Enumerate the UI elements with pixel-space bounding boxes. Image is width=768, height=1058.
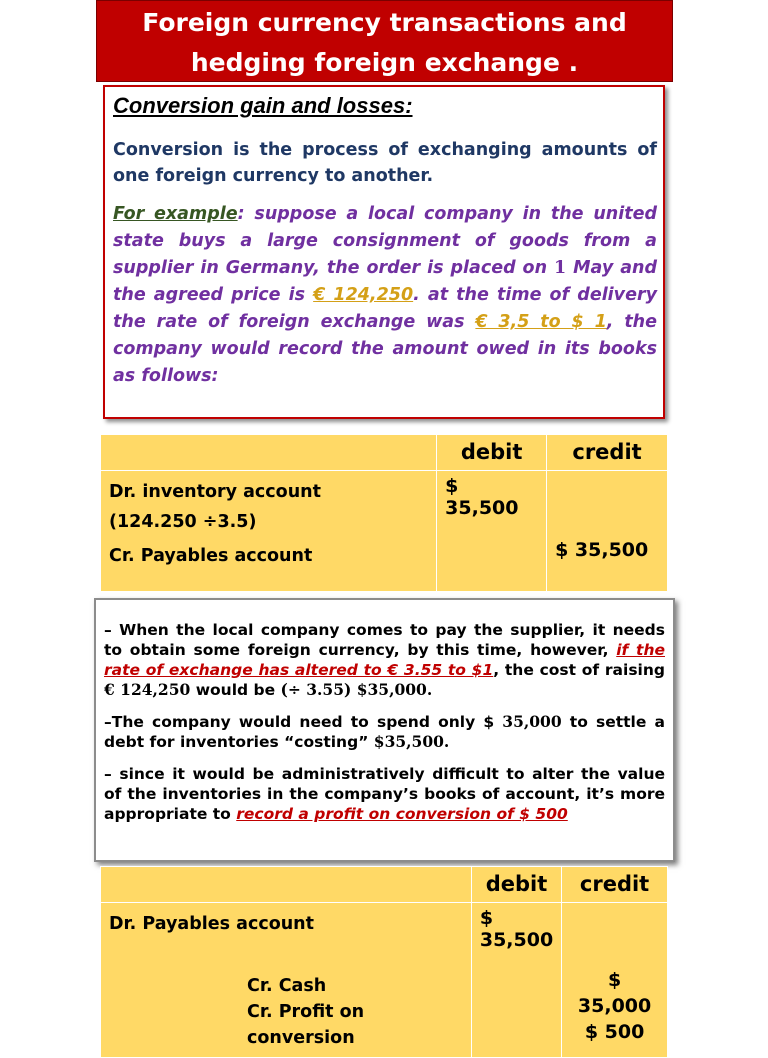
amount-euro: € 124,250 (104, 680, 191, 699)
header-debit: debit (471, 867, 561, 903)
example-text-4: , the company would record the amount owed in its books as follows: (113, 312, 658, 386)
debit-amount: $ 35,500 (479, 907, 554, 951)
account-line: Cr. Cash (247, 976, 327, 996)
highlight-profit: record a profit on conversion of $ 500 (236, 805, 568, 823)
conversion-explanation-box (94, 598, 675, 862)
explanation-paragraph (104, 712, 665, 752)
journal-table-settlement (100, 866, 668, 1058)
example-text-1: : suppose a local company in the united state buys a large consignment of goods from a supplier in Germany, the order is placed on (113, 204, 657, 278)
example-text-3: . at the time of delivery the rate of foreign exchange was (113, 285, 658, 332)
example-price: € 124,250 (313, 285, 414, 305)
slide-title: Foreign currency transactions and hedging foreign exchange . (96, 0, 673, 82)
text-run: –The company would need to spend only $ (104, 713, 503, 731)
account-cell (101, 471, 437, 592)
example-rate: € 3,5 to $ 1 (475, 312, 607, 332)
explanation-paragraph (104, 764, 665, 824)
credit-cell (547, 471, 668, 592)
example-text-2: May and the agreed price is (113, 258, 657, 305)
header-credit: credit (562, 867, 668, 903)
calc-result: (÷ 3.55) $35,000. (280, 680, 433, 699)
text-run: to settle a debt for inventories “costing” (104, 713, 665, 751)
header-account (101, 435, 437, 471)
header-credit: credit (547, 435, 668, 471)
conversion-definition-box (103, 85, 665, 419)
account-line: (124.250 ÷3.5) (109, 512, 257, 532)
text-run: , the cost of raising (493, 661, 665, 679)
debit-amount: $ 35,500 (445, 475, 519, 519)
account-line: Dr. Payables account (109, 914, 315, 934)
example-label: For example (113, 204, 238, 224)
header-debit: debit (437, 435, 547, 471)
journal-table-initial (100, 434, 668, 592)
text-run: – When the local company comes to pay the supplier, it needs to obtain some foreign currency, by this time, however, (104, 621, 665, 659)
example-paragraph (113, 201, 657, 390)
debit-cell (471, 903, 561, 1058)
header-account (101, 867, 472, 903)
credit-amount: $ 35,000 (577, 969, 652, 1017)
amount-cost: $35,500. (373, 732, 450, 751)
explanation-paragraph (104, 620, 665, 700)
text-run: would be (190, 681, 281, 699)
debit-cell (437, 471, 547, 592)
account-line: Dr. inventory account (109, 482, 321, 502)
account-cell (101, 903, 472, 1058)
credit-amount: $ 35,500 (555, 539, 649, 561)
conversion-definition: Conversion is the process of exchanging amounts of one foreign currency to another. (113, 140, 657, 186)
amount-settle: 35,000 (502, 712, 562, 731)
example-day: 1 (554, 258, 567, 278)
highlight-rate-change: if the rate of exchange has altered to € 3.55 to $1 (104, 641, 665, 679)
text-run: – since it would be administratively difficult to alter the value of the inventories in the company’s books of account, it’s more appropriate to (104, 765, 665, 823)
account-line: Cr. Profit on conversion (247, 1002, 365, 1048)
credit-amount: $ 500 (584, 1021, 645, 1043)
account-line: Cr. Payables account (109, 546, 313, 566)
section-heading: Conversion gain and losses: (113, 93, 413, 118)
credit-cell (562, 903, 668, 1058)
